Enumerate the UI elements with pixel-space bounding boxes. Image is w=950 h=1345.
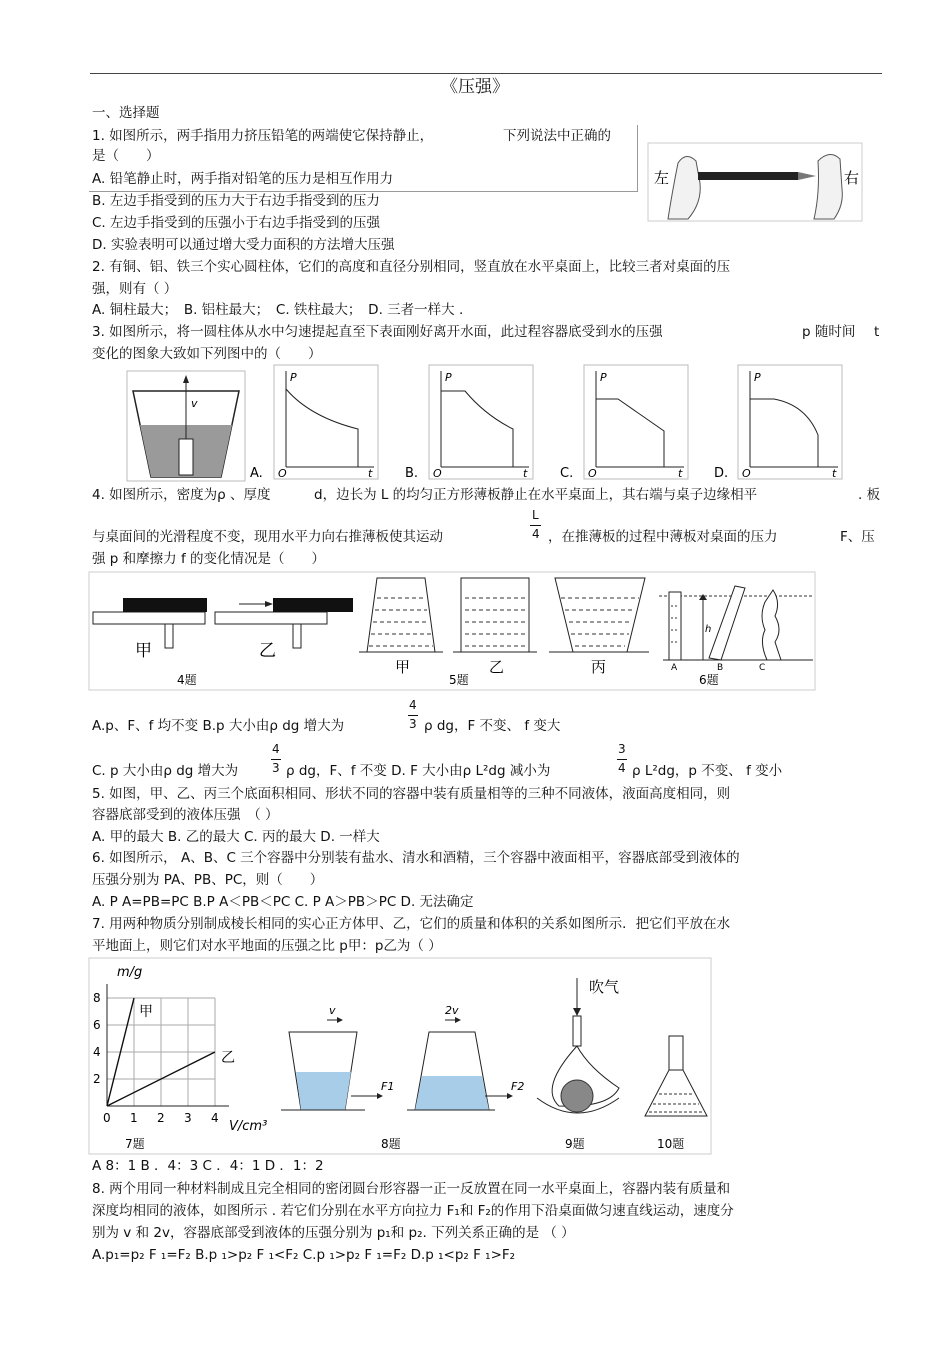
q4-optA-tail: ρ dg，F 不变、 f 变大 <box>424 718 561 734</box>
speed-2v: 2v <box>445 1004 459 1017</box>
caption-5: 5题 <box>449 673 469 687</box>
page-title: 《压强》 <box>441 77 509 97</box>
y-tick-label: 2 <box>93 1072 101 1086</box>
label-right: 右 <box>844 169 860 187</box>
axis-t: t <box>678 467 683 480</box>
q2-line1: 2. 有铜、铝、铁三个实心圆柱体，它们的高度和直径分别相同，竖直放在水平桌面上，比较三者对桌面的压 <box>92 259 731 275</box>
q4-line1b: d，边长为 L 的均匀正方形薄板静止在水平桌面上，其右端与桌子边缘相平 <box>314 487 758 503</box>
q4-line1c: . 板 <box>858 487 881 503</box>
q4-line3: 强 p 和摩擦力 f 的变化情况是（ ） <box>92 551 325 567</box>
q4-line2b: ，在推薄板的过程中薄板对桌面的压力 <box>548 529 778 545</box>
option-b-label: B. <box>405 466 419 481</box>
fig-label-yi: 乙 <box>259 641 276 661</box>
q4-line2c: F、压 <box>840 529 875 545</box>
q4-frac-den: 4 <box>532 527 540 541</box>
q1-stem-2: 下列说法中正确的 <box>503 128 611 144</box>
q4-optC: C. p 大小由ρ dg 增大为 <box>92 763 239 779</box>
q3-line1: 3. 如图所示，将一圆柱体从水中匀速提起直至下表面刚好离开水面，此过程容器底受到水的压强 <box>92 324 663 340</box>
chart-ylabel: m/g <box>117 965 143 980</box>
q4-fracA-bar <box>408 715 418 716</box>
q4-frac-bar <box>530 525 541 526</box>
force-f1: F1 <box>381 1080 395 1093</box>
q7-q10-figure <box>89 958 711 1154</box>
option-a-label: A. <box>250 466 263 481</box>
q6-line1: 6. 如图所示， A、B、C 三个容器中分别装有盐水、清水和酒精，三个容器中液面相平，容器底部受到液体的 <box>92 850 740 866</box>
q8-line1: 8. 两个用同一种材料制成且完全相同的密闭圆台形容器一正一反放置在同一水平桌面上，容器内装有质量和 <box>92 1181 731 1197</box>
caption-6: 6题 <box>699 673 719 687</box>
q7-line2: 平地面上，则它们对水平地面的压强之比 p甲：p乙为（ ） <box>92 938 442 954</box>
q4-fracA-den: 3 <box>409 717 417 731</box>
x-tick-label: 4 <box>211 1111 219 1125</box>
q4-fracD-num: 3 <box>618 742 626 756</box>
fig5-bing: 丙 <box>591 658 607 676</box>
q3-graph-a <box>250 365 380 480</box>
q1-option-b: B. 左边手指受到的压力大于右边手指受到的压力 <box>92 193 380 209</box>
caption-10: 10题 <box>657 1137 685 1151</box>
q4-line2: 与桌面间的光滑程度不变，现用水平力向右推薄板使其运动 <box>92 529 443 545</box>
q8-options: A.p₁=p₂ F ₁=F₂ B.p ₁>p₂ F ₁<F₂ C.p ₁>p₂ F ₁=F₂ D.p ₁<p₂ F ₁>F₂ <box>92 1247 516 1263</box>
q2-line2: 强，则有（ ） <box>92 281 178 297</box>
q1-stem-3: 是（ ） <box>92 148 160 164</box>
q4-fracD-den: 4 <box>618 761 626 775</box>
q1-option-c: C. 左边手指受到的压强小于右边手指受到的压强 <box>92 215 381 231</box>
caption-8: 8题 <box>381 1137 401 1151</box>
q1-stem: 1. 如图所示，两手指用力挤压铅笔的两端使它保持静止， <box>92 128 434 144</box>
axis-t: t <box>832 467 837 480</box>
fig5-jia: 甲 <box>395 658 411 676</box>
velocity-label: v <box>191 397 198 410</box>
q1-option-d: D. 实验表明可以通过增大受力面积的方法增大压强 <box>92 237 395 253</box>
x-tick-label: 3 <box>184 1111 192 1125</box>
q6-line2: 压强分别为 PA、PB、PC，则（ ） <box>92 872 324 888</box>
q7-options: A 8：1 B ．4：3 C ．4：1 D ．1：2 <box>92 1158 324 1174</box>
axis-p: P <box>600 371 607 384</box>
q5-line2: 容器底部受到的液体压强 （ ） <box>92 807 279 823</box>
q4-optD-tail: ρ L²dg，p 不变、 f 变小 <box>632 763 783 779</box>
axis-t: t <box>523 467 528 480</box>
q3-line2: 变化的图象大致如下列图中的（ ） <box>92 346 322 362</box>
q3-graph-b <box>405 365 535 480</box>
axis-p: P <box>445 371 452 384</box>
q4-q6-figure <box>89 572 815 690</box>
axis-p: P <box>754 371 761 384</box>
q4-fracC-den: 3 <box>272 761 280 775</box>
label-blow: 吹气 <box>589 978 620 996</box>
header-rule <box>90 73 882 74</box>
q3-container-figure <box>127 371 245 481</box>
fig5-yi: 乙 <box>489 658 505 676</box>
axis-o: O <box>278 467 287 480</box>
q3-line1c: t <box>874 324 880 340</box>
series-label-jia: 甲 <box>139 1004 153 1020</box>
fig-label-jia: 甲 <box>135 641 152 661</box>
q7-line1: 7. 用两种物质分别制成棱长相同的实心正方体甲、乙，它们的质量和体积的关系如图所示．把它们平放在水 <box>92 916 731 932</box>
q1-pencil-figure <box>648 143 862 221</box>
q8-line2: 深度均相同的液体，如图所示 . 若它们分别在水平方向拉力 F₁和 F₂的作用下沿桌面做匀速直线运动，速度分 <box>92 1203 734 1219</box>
q3-line1b: p 随时间 <box>802 324 856 340</box>
q1-option-a: A. 铅笔静止时，两手指对铅笔的压力是相互作用力 <box>92 171 394 187</box>
label-b: B <box>717 663 724 673</box>
option-d-label: D. <box>714 466 729 481</box>
q4-frac-num: L <box>532 508 539 522</box>
label-left: 左 <box>654 169 670 187</box>
q5-line1: 5. 如图，甲、乙、丙三个底面积相同、形状不同的容器中装有质量相等的三种不同液体，液面高度相同，则 <box>92 786 731 802</box>
axis-o: O <box>433 467 442 480</box>
q4-line1: 4. 如图所示，密度为ρ 、厚度 <box>92 487 271 503</box>
y-tick-label: 4 <box>93 1045 101 1059</box>
y-tick-label: 6 <box>93 1018 101 1032</box>
q4-optC-mid: ρ dg，F、f 不变 D. F 大小由ρ L²dg 减小为 <box>286 763 551 779</box>
q4-fracA-num: 4 <box>409 698 417 712</box>
caption-4: 4题 <box>177 673 197 687</box>
q5-options: A. 甲的最大 B. 乙的最大 C. 丙的最大 D. 一样大 <box>92 829 380 845</box>
y-tick-label: 8 <box>93 991 101 1005</box>
q3-graph-d <box>714 365 844 480</box>
label-h: h <box>705 624 712 635</box>
axis-o: O <box>588 467 597 480</box>
x-tick-label: 1 <box>130 1111 138 1125</box>
caption-9: 9题 <box>565 1137 585 1151</box>
option-c-label: C. <box>560 466 574 481</box>
speed-v: v <box>329 1004 336 1017</box>
label-a: A <box>671 663 678 673</box>
axis-o: O <box>742 467 751 480</box>
q4-fracD-bar <box>617 759 627 760</box>
label-c: C <box>759 663 766 673</box>
series-label-yi: 乙 <box>221 1050 235 1066</box>
section-heading: 一、选择题 <box>92 105 160 121</box>
axis-p: P <box>290 371 297 384</box>
q6-options: A. P A=PB=PC B.P A＜PB＜PC C. P A＞PB＞PC D. 无法确定 <box>92 894 474 910</box>
q3-graph-c <box>560 365 690 480</box>
caption-7: 7题 <box>125 1137 145 1151</box>
force-f2: F2 <box>511 1080 525 1093</box>
q2-options: A. 铜柱最大； B. 铝柱最大； C. 铁柱最大； D. 三者一样大 . <box>92 302 464 318</box>
q4-fracC-bar <box>271 759 281 760</box>
chart-xlabel: V/cm³ <box>229 1119 268 1134</box>
q4-fracC-num: 4 <box>272 742 280 756</box>
x-tick-label: 0 <box>103 1111 111 1125</box>
x-tick-label: 2 <box>157 1111 165 1125</box>
axis-t: t <box>368 467 373 480</box>
q8-line3: 别为 v 和 2v，容器底部受到液体的压强分别为 p₁和 p₂. 下列关系正确的是 （ ） <box>92 1225 575 1241</box>
q4-optA: A.p、F、f 均不变 B.p 大小由ρ dg 增大为 <box>92 718 345 734</box>
